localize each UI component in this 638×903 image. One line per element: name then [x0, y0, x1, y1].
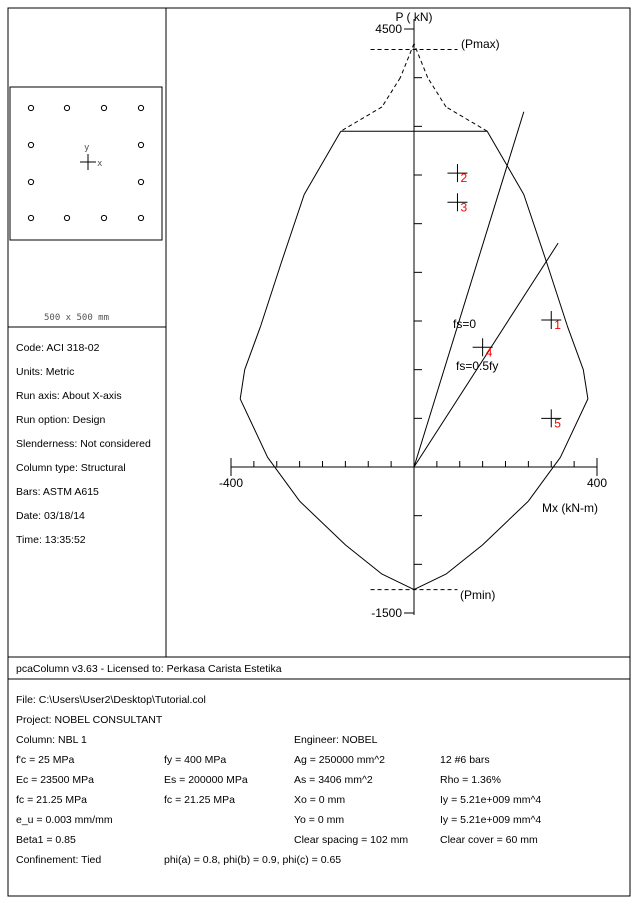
rebar [138, 215, 143, 220]
detail-cell: phi(a) = 0.8, phi(b) = 0.9, phi(c) = 0.65 [164, 854, 342, 866]
detail-cell: Ag = 250000 mm^2 [294, 754, 386, 766]
info-slenderness: Slenderness: Not considered [16, 438, 151, 450]
detail-cell: Rho = 1.36% [440, 774, 502, 786]
x-axis-title: Mx (kN-m) [542, 501, 598, 515]
detail-cell: Confinement: Tied [16, 854, 102, 866]
x-tick-left-label: -400 [218, 476, 244, 490]
info-units: Units: Metric [16, 366, 75, 378]
pmin-label: (Pmin) [460, 588, 496, 602]
rebar [28, 142, 33, 147]
detail-project: Project: NOBEL CONSULTANT [16, 714, 163, 726]
rebar [138, 105, 143, 110]
rebar-group [28, 105, 143, 220]
x-tick-right-label: 400 [586, 476, 608, 490]
detail-column: Column: NBL 1 [16, 734, 87, 746]
rebar [138, 142, 143, 147]
detail-cell: fc = 21.25 MPa [16, 794, 87, 806]
load-point-label: 1 [554, 318, 561, 333]
pmax-label: (Pmax) [461, 37, 500, 51]
info-code: Code: ACI 318-02 [16, 342, 100, 354]
rebar [28, 215, 33, 220]
info-date: Date: 03/18/14 [16, 510, 85, 522]
section-y-axis-label: y [84, 143, 90, 153]
info-bars: Bars: ASTM A615 [16, 486, 99, 498]
license-line: pcaColumn v3.63 - Licensed to: Perkasa Carista Estetika [16, 663, 282, 675]
y-tick-top-label: 4500 [375, 22, 402, 37]
y-ticks [404, 29, 422, 613]
fs0-label: fs=0 [453, 317, 477, 331]
fs05-label: fs=0.5fy [456, 359, 499, 373]
detail-cell: Xo = 0 mm [294, 794, 346, 806]
detail-cell: Beta1 = 0.85 [16, 834, 76, 846]
rebar [138, 179, 143, 184]
load-points [447, 164, 561, 430]
detail-cell: Es = 200000 MPa [164, 774, 248, 786]
detail-cell: Clear cover = 60 mm [440, 834, 538, 846]
rebar [64, 215, 69, 220]
column-section [10, 87, 162, 240]
section-x-axis-label: x [97, 159, 103, 169]
info-run-option: Run option: Design [16, 414, 106, 426]
detail-cell: Clear spacing = 102 mm [294, 834, 409, 846]
rebar [64, 105, 69, 110]
info-time: Time: 13:35:52 [16, 534, 86, 546]
radial-line [414, 112, 524, 467]
detail-cell: e_u = 0.003 mm/mm [16, 814, 113, 826]
detail-cell: Ec = 23500 MPa [16, 774, 94, 786]
info-column-type: Column type: Structural [16, 462, 126, 474]
y-tick-bottom-label: -1500 [371, 605, 402, 620]
rebar [101, 105, 106, 110]
detail-cell: As = 3406 mm^2 [294, 774, 373, 786]
rebar [28, 179, 33, 184]
info-run-axis: Run axis: About X-axis [16, 390, 122, 402]
rebar [101, 215, 106, 220]
section-size-label: 500 x 500 mm [44, 313, 110, 323]
detail-cell: fy = 400 MPa [164, 754, 227, 766]
load-point-label: 2 [460, 171, 468, 186]
detail-cell: 12 #6 bars [440, 754, 490, 766]
y-axis-title: P ( kN) [395, 10, 433, 24]
interaction-diagram [219, 10, 607, 620]
rebar [28, 105, 33, 110]
detail-engineer: Engineer: NOBEL [294, 734, 378, 746]
detail-file: File: C:\Users\User2\Desktop\Tutorial.col [16, 694, 206, 706]
detail-cell: Iy = 5.21e+009 mm^4 [440, 794, 542, 806]
detail-cell: Iy = 5.21e+009 mm^4 [440, 814, 542, 826]
load-point-label: 5 [554, 416, 561, 431]
detail-cell: Yo = 0 mm [294, 814, 345, 826]
detail-cell: f'c = 25 MPa [16, 754, 75, 766]
detail-cell: fc = 21.25 MPa [164, 794, 235, 806]
load-point-label: 3 [460, 200, 468, 215]
load-point-label: 4 [485, 345, 493, 360]
radial-lines [414, 112, 558, 467]
